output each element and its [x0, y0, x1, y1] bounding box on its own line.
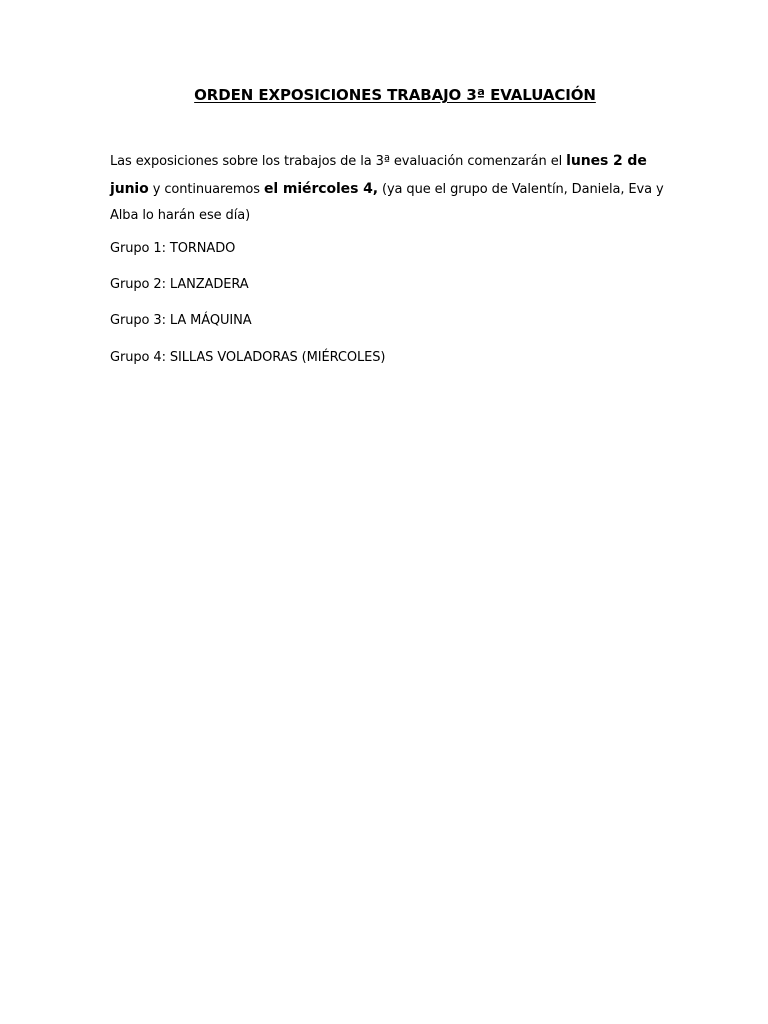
document-title: ORDEN EXPOSICIONES TRABAJO 3ª EVALUACIÓN [194, 86, 596, 104]
intro-paragraph [110, 148, 670, 230]
intro-continue-date: el miércoles 4, [264, 180, 378, 197]
group-item-3: Grupo 3: LA MÁQUINA [110, 313, 252, 328]
intro-text-end: (ya que el grupo de Valentín, Daniela, Eva y Alba lo harán ese día) [110, 181, 664, 223]
group-item-1: Grupo 1: TORNADO [110, 241, 236, 256]
intro-text-middle: y continuaremos [148, 181, 264, 197]
group-item-2: Grupo 2: LANZADERA [110, 277, 249, 292]
intro-text-start: Las exposiciones sobre los trabajos de la 3ª evaluación comenzarán el [110, 154, 567, 169]
group-item-4: Grupo 4: SILLAS VOLADORAS (MIÉRCOLES) [110, 350, 386, 365]
intro-start-date: lunes 2 de junio [110, 153, 647, 197]
